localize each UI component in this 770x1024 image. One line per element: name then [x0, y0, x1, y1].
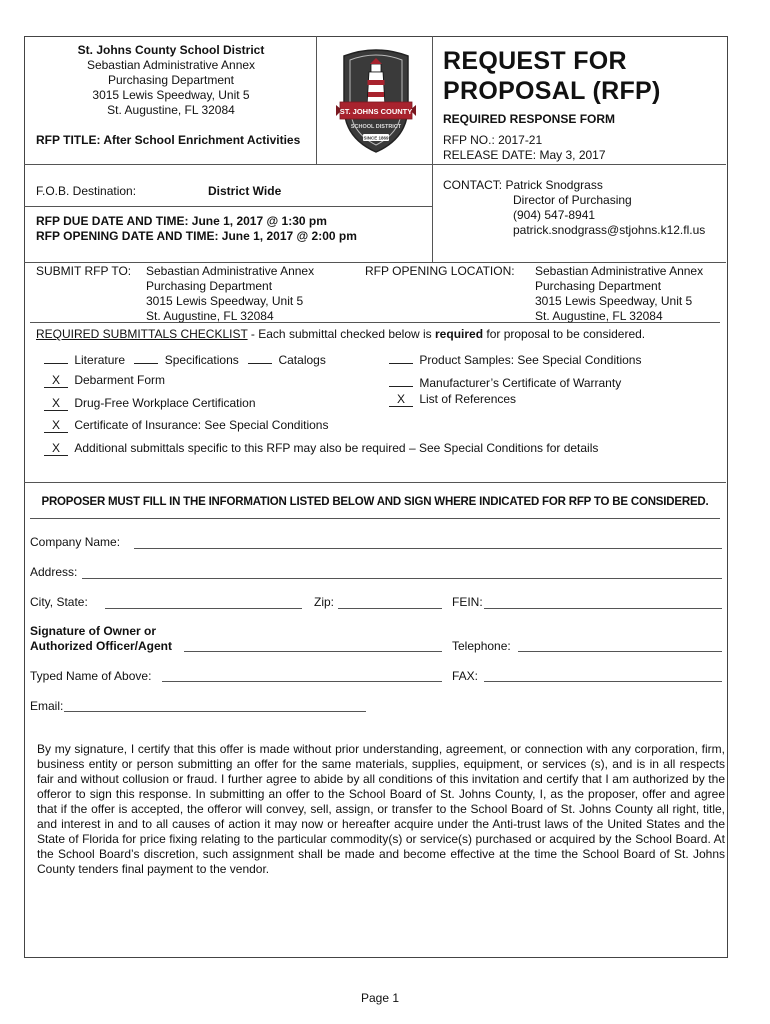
checkbox-insurance[interactable]: X: [44, 419, 68, 433]
fax-field[interactable]: [484, 681, 722, 682]
checklist-note: - Each submittal checked below is: [247, 327, 436, 341]
contact-email[interactable]: patrick.snodgrass@stjohns.k12.fl.us: [513, 223, 706, 237]
company-field[interactable]: [134, 548, 722, 549]
submit-line: St. Augustine, FL 32084: [146, 309, 274, 323]
contact-title: Director of Purchasing: [513, 193, 632, 207]
page-title-line2: PROPOSAL (RFP): [443, 77, 661, 105]
city-state-label: City, State:: [30, 595, 88, 609]
typed-name-field[interactable]: [162, 681, 442, 682]
header-divider-right: [432, 36, 433, 164]
checklist-note-end: for proposal to be considered.: [483, 327, 646, 341]
fob-value: District Wide: [208, 184, 282, 198]
zip-label: Zip:: [314, 595, 335, 609]
checklist-required: required: [435, 327, 484, 341]
org-line: Sebastian Administrative Annex: [86, 58, 256, 72]
certification-text: By my signature, I certify that this offer is made without prior understanding, agreement, or connection with any corporation, firm, business entity or person submitting an offer for the same materials, supplies, equipment, or services (s), and is in all respects fair and without collusion or fraud. I further agree to abide by all conditions of this invitation and certify that I am authorized by the offeror to sign this response. In submitting an offer to the School Board of St. Johns County, I, as the proposer, offer and agree that if the offer is accepted, the offeror will convey, sell, assign, or transfer to the School Board of St. Johns County all right, title, and interest in and to all causes of action it may now or hereafter acquire under the Anti-trust laws of the United States and the State of Florida for price fixing relating to the particular commodity(s) or service(s) purchased or acquired by the School Board. At the School Board’s discretion, such assignment shall be made and become effective at the time the School Board of St. Johns County tenders final payment to the vendor.: [37, 742, 725, 876]
contact-block: [443, 178, 723, 238]
page-number: Page 1: [361, 991, 400, 1005]
checklist-label: Debarment Form: [74, 373, 166, 387]
email-label: Email:: [30, 699, 64, 713]
checklist-label: Specifications: [164, 353, 239, 367]
release-date: RELEASE DATE: May 3, 2017: [443, 148, 606, 162]
checkbox-literature[interactable]: [44, 350, 68, 364]
telephone-label: Telephone:: [452, 639, 511, 653]
checklist-label: Catalogs: [278, 353, 326, 367]
opening-location-line: Sebastian Administrative Annex: [535, 264, 704, 278]
rule-submit: [24, 262, 726, 263]
due-dates: [36, 214, 357, 244]
opening-date: RFP OPENING DATE AND TIME: June 1, 2017 @ 2:00 pm: [36, 229, 357, 243]
rule-fob: [24, 206, 432, 207]
logo-name: ST. JOHNS COUNTY: [339, 107, 413, 116]
submit-address: [146, 264, 314, 324]
checkbox-catalogs[interactable]: [248, 350, 272, 364]
email-field[interactable]: [64, 711, 366, 712]
org-line: Purchasing Department: [107, 73, 235, 87]
header-divider-left: [316, 36, 317, 164]
submit-line: Sebastian Administrative Annex: [146, 264, 315, 278]
org-address: [40, 43, 302, 118]
opening-location-address: [535, 264, 703, 324]
submit-line: Purchasing Department: [146, 279, 273, 293]
checklist-row: [44, 441, 598, 456]
checklist-row: [389, 373, 621, 391]
checklist-title: REQUIRED SUBMITTALS CHECKLIST: [36, 327, 248, 341]
address-label: Address:: [30, 565, 78, 579]
org-name: St. Johns County School District: [77, 43, 265, 57]
submit-label: SUBMIT RFP TO:: [36, 264, 132, 278]
company-label: Company Name:: [30, 535, 121, 549]
checklist-label: Drug-Free Workplace Certification: [74, 396, 256, 410]
info-divider: [432, 164, 433, 262]
page-title-line1: REQUEST FOR: [443, 47, 627, 75]
checkbox-additional[interactable]: X: [44, 442, 68, 456]
address-field[interactable]: [82, 578, 722, 579]
telephone-field[interactable]: [518, 651, 722, 652]
contact-name: CONTACT: Patrick Snodgrass: [443, 178, 603, 192]
rule-title: [24, 164, 726, 165]
rfp-number-block: [443, 133, 606, 163]
opening-location-label: RFP OPENING LOCATION:: [365, 264, 515, 278]
contact-phone: (904) 547-8941: [513, 208, 596, 222]
checkbox-references[interactable]: X: [389, 393, 413, 407]
checklist-label: Product Samples: See Special Conditions: [419, 353, 642, 367]
logo-since: SINCE 1869: [363, 135, 389, 141]
org-line: 3015 Lewis Speedway, Unit 5: [92, 88, 250, 102]
rule-proposer-top: [24, 482, 726, 483]
signature-label-line1: Signature of Owner or: [30, 624, 157, 638]
checklist-label: Literature: [74, 353, 126, 367]
opening-location-line: St. Augustine, FL 32084: [535, 309, 663, 323]
checklist-heading: [36, 327, 645, 342]
logo-sub: SCHOOL DISTRICT: [350, 124, 402, 130]
typed-name-label: Typed Name of Above:: [30, 669, 152, 683]
title-block: [443, 46, 723, 127]
checkbox-product-samples[interactable]: [389, 350, 413, 364]
checkbox-specifications[interactable]: [134, 350, 158, 364]
page-subtitle: REQUIRED RESPONSE FORM: [443, 112, 616, 126]
checklist-row: [44, 373, 165, 388]
city-state-field[interactable]: [105, 608, 302, 609]
checkbox-warranty[interactable]: [389, 373, 413, 387]
rfp-number: RFP NO.: 2017-21: [443, 133, 543, 147]
signature-field[interactable]: [184, 651, 442, 652]
signature-label: [30, 624, 172, 654]
fein-label: FEIN:: [452, 595, 483, 609]
fax-label: FAX:: [452, 669, 479, 683]
checklist-label: List of References: [419, 392, 517, 406]
opening-location-line: Purchasing Department: [535, 279, 662, 293]
checkbox-drug-free[interactable]: X: [44, 397, 68, 411]
rule-proposer-bottom: [30, 518, 720, 519]
checklist-row: [44, 418, 328, 433]
fein-field[interactable]: [484, 608, 722, 609]
district-logo-svg: [336, 44, 416, 156]
due-date: RFP DUE DATE AND TIME: June 1, 2017 @ 1:30 pm: [36, 214, 327, 228]
checklist-row: [389, 350, 641, 368]
district-logo: [336, 44, 416, 156]
checklist-row: [389, 392, 516, 407]
opening-location-line: 3015 Lewis Speedway, Unit 5: [535, 294, 693, 308]
checklist-label: Certificate of Insurance: See Special Conditions: [74, 418, 329, 432]
checklist-label: Additional submittals specific to this RFP may also be required – See Special Conditions for details: [74, 441, 599, 455]
checklist-row: [44, 350, 326, 368]
submit-line: 3015 Lewis Speedway, Unit 5: [146, 294, 304, 308]
fob-label: F.O.B. Destination:: [36, 184, 137, 198]
proposer-heading: PROPOSER MUST FILL IN THE INFORMATION LISTED BELOW AND SIGN WHERE INDICATED FOR RFP TO BE CONSIDERED.: [41, 496, 709, 508]
org-line: St. Augustine, FL 32084: [107, 103, 235, 117]
rfp-title: RFP TITLE: After School Enrichment Activities: [36, 133, 301, 147]
checkbox-debarment[interactable]: X: [44, 374, 68, 388]
checklist-row: [44, 396, 256, 411]
signature-label-line2: Authorized Officer/Agent: [30, 639, 173, 653]
checklist-label: Manufacturer’s Certificate of Warranty: [419, 376, 622, 390]
zip-field[interactable]: [338, 608, 442, 609]
